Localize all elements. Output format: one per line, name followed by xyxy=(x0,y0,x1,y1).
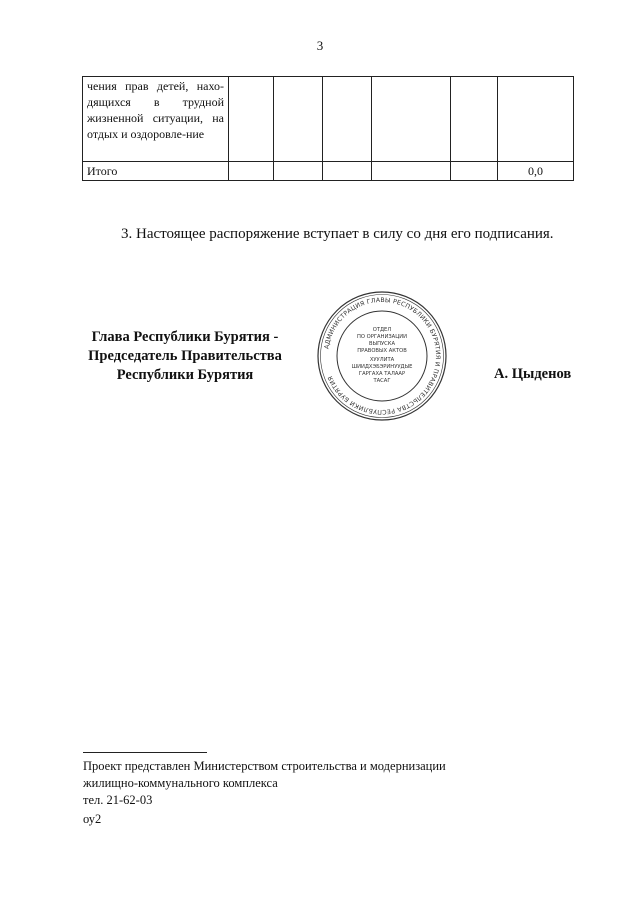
signatory-title-line: Республики Бурятия xyxy=(116,367,254,383)
footnote-phone: тел. 21-62-03 xyxy=(83,793,153,807)
total-label: Итого xyxy=(83,162,229,181)
table-cell xyxy=(323,162,372,181)
seal-line: ВЫПУСКА xyxy=(368,341,396,347)
table-cell xyxy=(274,162,323,181)
table-cell xyxy=(372,162,451,181)
table-cell xyxy=(229,77,274,162)
signatory-title-line: Глава Республики Бурятия - xyxy=(91,329,279,345)
signatory-name: А. Цыденов xyxy=(494,366,572,382)
table-cell xyxy=(451,77,498,162)
seal-outer-text: АДМИНИСТРАЦИЯ ГЛАВЫ РЕСПУБЛИКИ БУРЯТИЯ И ПРАВИТЕЛЬСТВА РЕСПУБЛИКИ БУРЯТИЯ xyxy=(323,296,442,416)
table-cell xyxy=(229,162,274,181)
seal-line: ПО ОРГАНИЗАЦИИ xyxy=(356,334,408,340)
table-row-total xyxy=(83,162,574,181)
document-code: оу2 xyxy=(83,812,102,826)
budget-table xyxy=(82,76,574,181)
footnote-line: Проект представлен Министерством строительства и модернизации xyxy=(83,759,446,773)
table-cell xyxy=(274,77,323,162)
decree-paragraph: 3. Настоящее распоряжение вступает в силу со дня его подписания. xyxy=(121,226,554,242)
table-cell xyxy=(451,162,498,181)
signatory-title xyxy=(82,328,288,385)
seal-line: ХУУЛИТА xyxy=(369,357,395,363)
total-value: 0,0 xyxy=(498,162,574,181)
seal-line: ПРАВОВЫХ АКТОВ xyxy=(357,348,407,354)
table-row xyxy=(83,77,574,162)
table-cell xyxy=(498,77,574,162)
seal-line: ТАСАГ xyxy=(373,378,391,384)
official-seal xyxy=(316,290,448,422)
table-cell xyxy=(323,77,372,162)
footnote-line: жилищно-коммунального комплекса xyxy=(83,776,278,790)
table-cell-description: чения прав детей, нахо-дящихся в трудной жизненной ситуации, на отдых и оздоровле-ние xyxy=(83,77,229,162)
page-number: 3 xyxy=(316,38,324,53)
signatory-title-line: Председатель Правительства xyxy=(88,348,282,364)
table-cell xyxy=(372,77,451,162)
svg-text:АДМИНИСТРАЦИЯ ГЛАВЫ РЕСПУБЛИКИ xyxy=(323,297,441,415)
footnote xyxy=(83,758,603,809)
seal-line: ГАРГАХА ТАЛААР xyxy=(358,371,406,377)
footnote-divider xyxy=(83,752,207,753)
seal-line: ШИИДХЭБЭРИНУУДЫЕ xyxy=(351,364,413,370)
seal-line: ОТДЕЛ xyxy=(372,327,392,333)
